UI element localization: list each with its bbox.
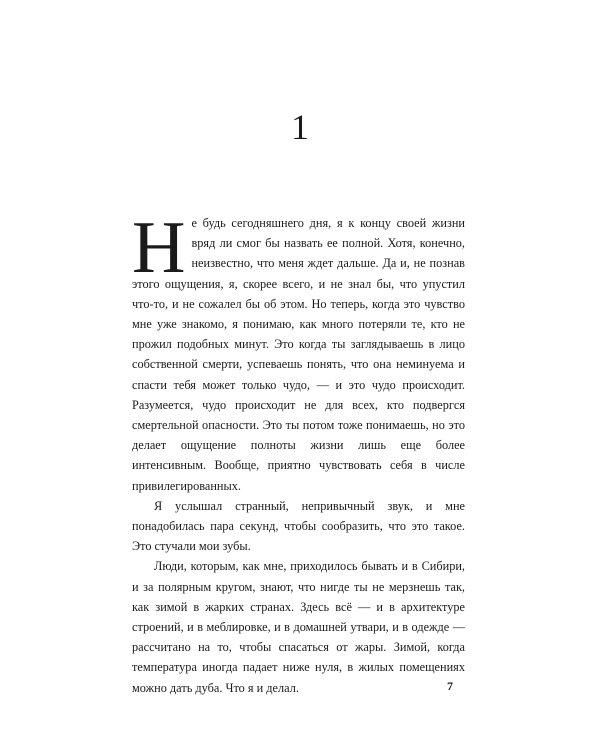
paragraph-3: Люди, которым, как мне, приходилось бывать и в Сибири, и за полярным кругом, знают, что нигде ты не мерзнешь так, как зимой в жарких странах. Здесь всё — и в архитектуре строений, и в меблировке, и в домашней утвари, и в одежде — рассчитано на то, чтобы спасаться от жары. Зимой, когда температура иногда падает ниже нуля, в жилых помещениях можно дать дуба. Что я и делал. (132, 559, 465, 695)
drop-cap: Н (132, 207, 186, 289)
chapter-body (132, 207, 465, 698)
paragraph-1 (132, 207, 465, 496)
chapter-number: 1 (291, 107, 309, 147)
paragraph-1-text: е будь сегодняшнего дня, я к концу своей жизни вряд ли смог бы назвать ее полной. Хотя, конечно, неизвестно, что меня ждет дальше. Да и, не познав этого ощущения, я, скорее всего, и не знал бы, что упустил что-то, и не сожалел бы об этом. Но теперь, когда это чувство мне уже знакомо, я понимаю, как много потеряли те, кто не прожил подобных минут. Это когда ты заглядываешь в лицо собственной смерти, успеваешь понять, что она неминуема и спасти тебя может только чудо, — и это чудо происходит. Разумеется, чудо происходит не для всех, кто подвергся смертельной опасности. Это ты потом тоже понимаешь, но это делает ощущение полноты жизни лишь еще более интенсивным. Вообще, приятно чувствовать себя в числе привилегированных. (132, 216, 465, 493)
page-number: 7 (447, 679, 453, 693)
paragraph-2: Я услышал странный, непривычный звук, и мне понадобилась пара секунд, чтобы сообразить, что это такое. Это стучали мои зубы. (132, 498, 465, 554)
